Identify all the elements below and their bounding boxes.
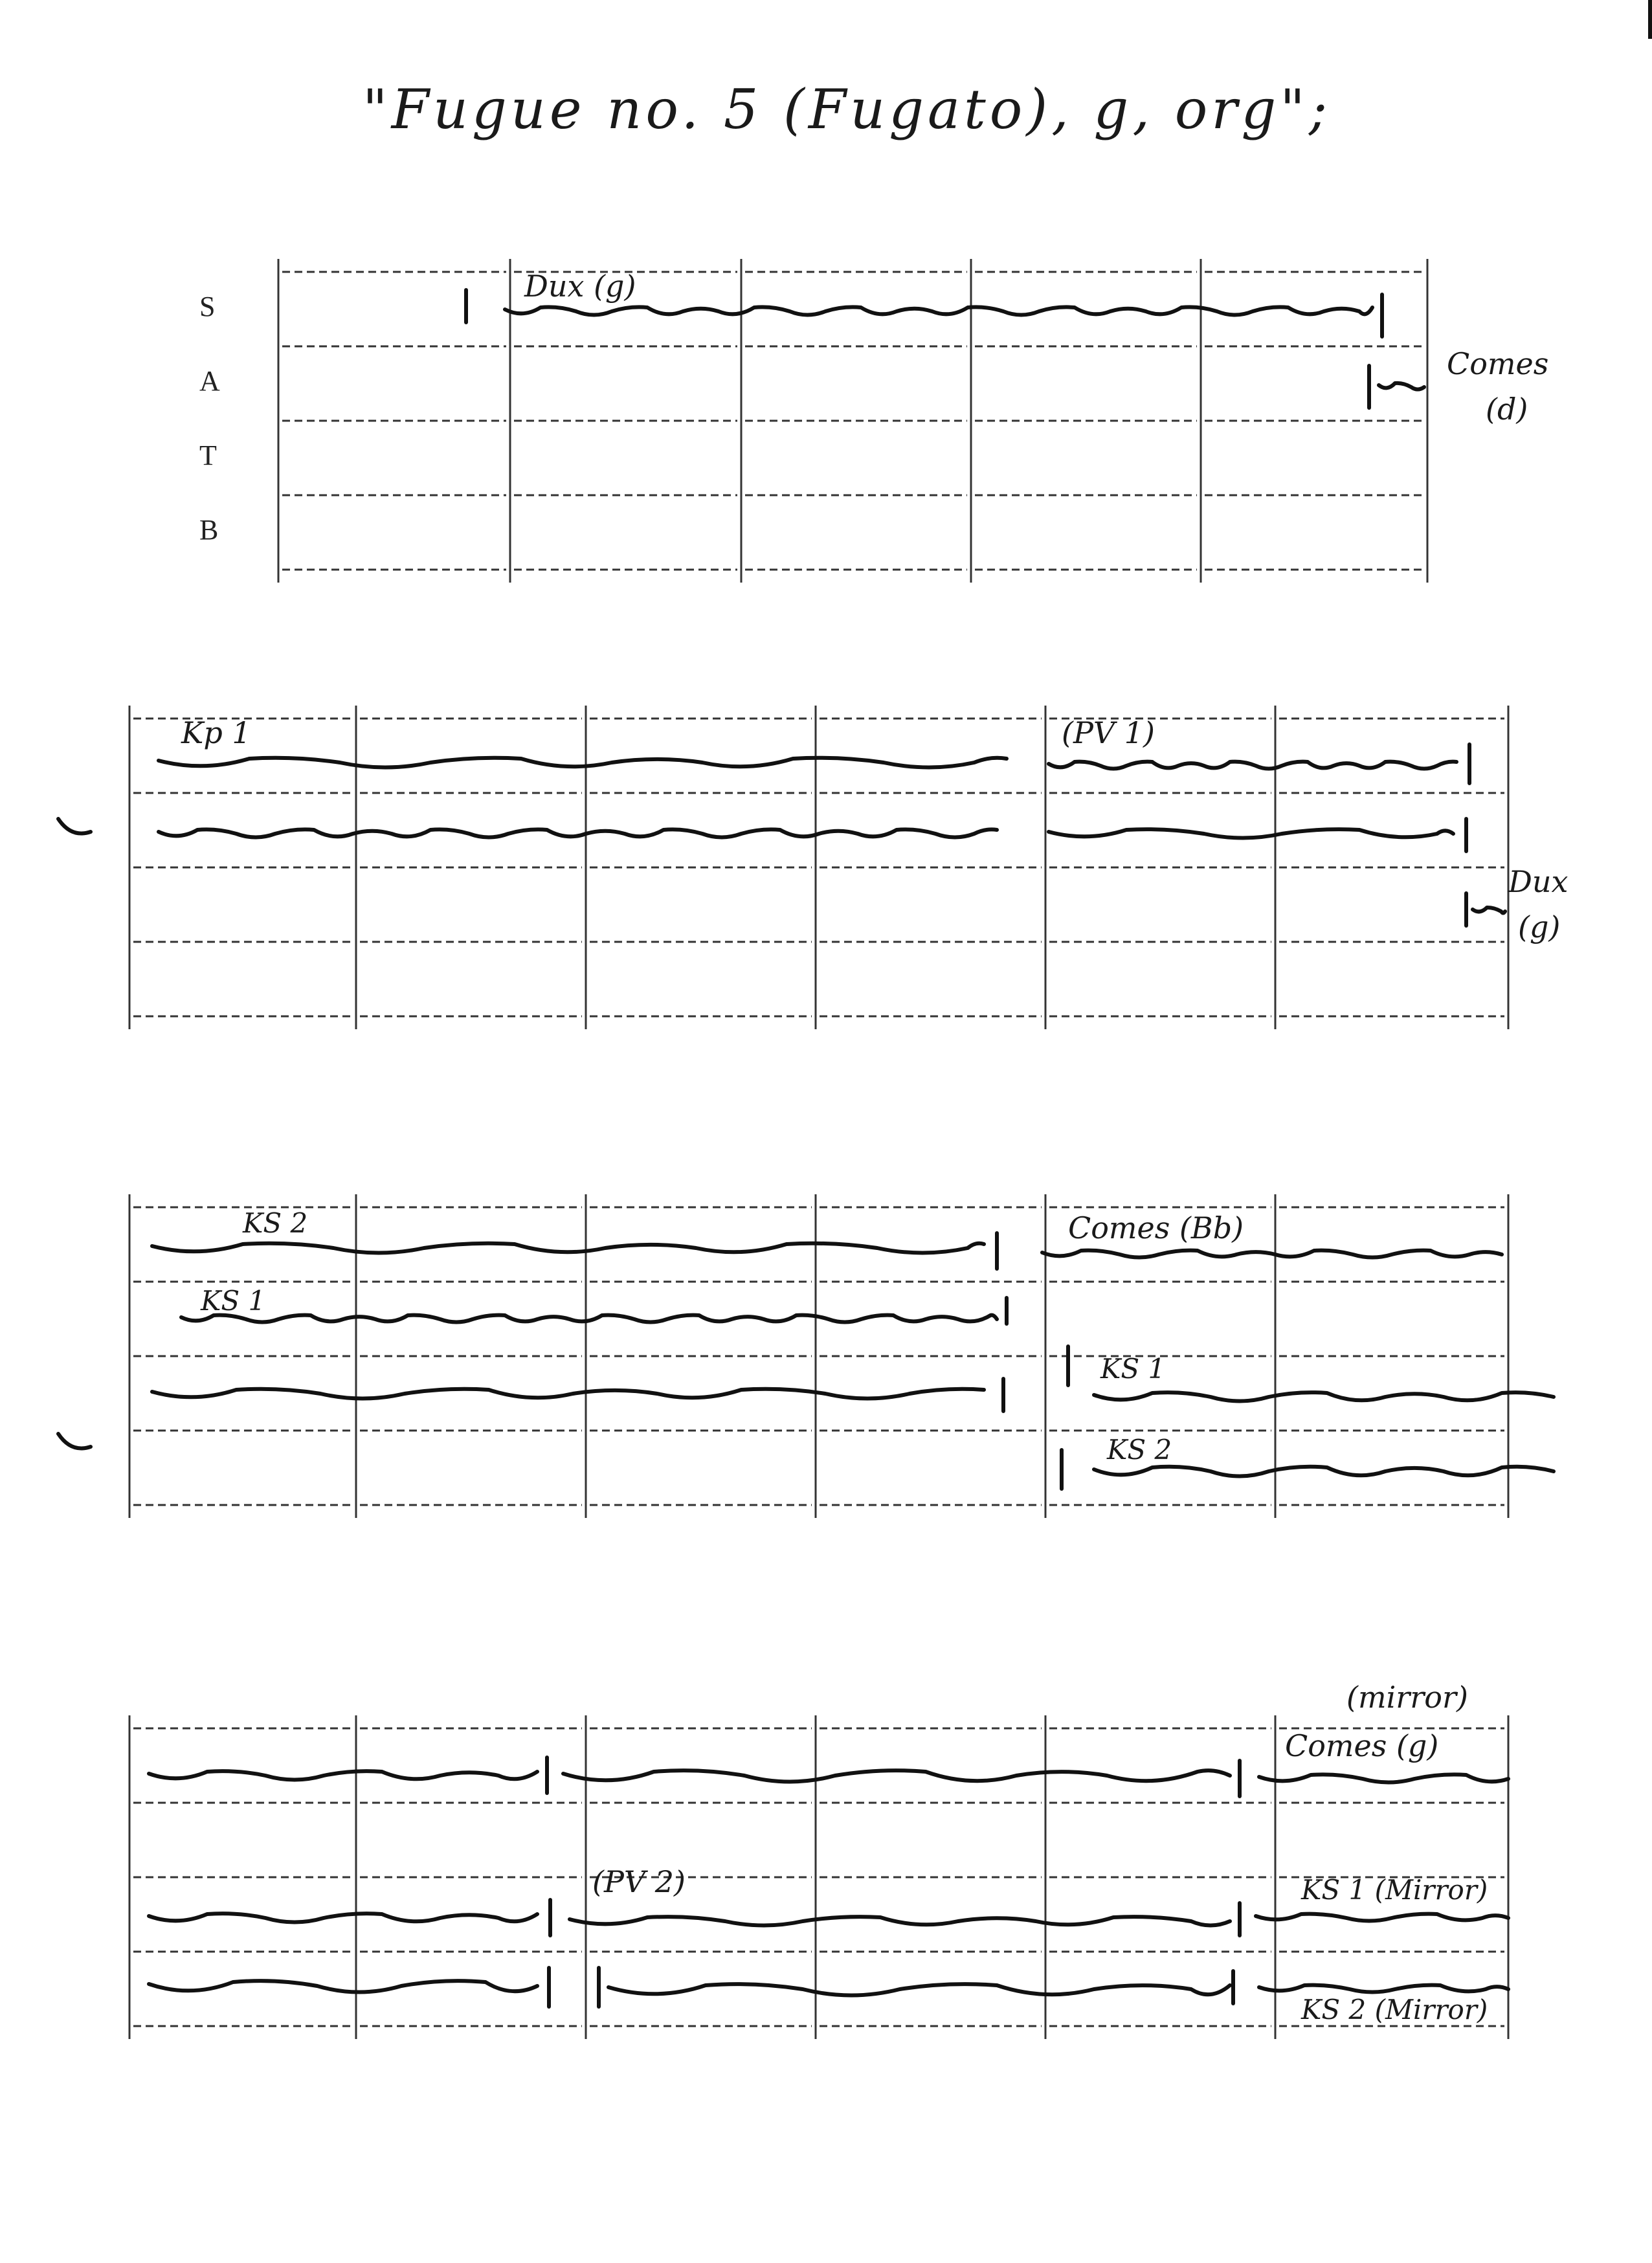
- kp1-line: [159, 758, 1007, 768]
- ks1-top-label: KS 1: [201, 1285, 266, 1317]
- ks1-top-line: [181, 1315, 997, 1322]
- ks1-label: KS 1: [1100, 1353, 1166, 1385]
- mirror-label: (mirror): [1346, 1680, 1468, 1715]
- tenor-line-b: [570, 1917, 1230, 1925]
- comes-line: [1379, 383, 1424, 390]
- comes-bb-line: [1042, 1251, 1502, 1258]
- ks2-mirror-label: KS 2 (Mirror): [1301, 1994, 1488, 2025]
- page-title: "Fugue no. 5 (Fugato), g, org";: [363, 78, 1332, 141]
- alto-line-2: [1049, 829, 1453, 838]
- ks2-mirror-line: [1259, 1985, 1508, 1992]
- ks2-label: KS 2: [1107, 1434, 1172, 1466]
- margin-mark: [58, 819, 91, 834]
- pv1-label: (PV 1): [1062, 715, 1155, 750]
- voice-label-bass: B: [199, 514, 219, 546]
- dux-entry-line: [1473, 908, 1505, 913]
- ks1-mirror-line: [1256, 1914, 1508, 1921]
- dux-line: [505, 307, 1372, 315]
- soprano-line-b: [563, 1770, 1230, 1781]
- alto-line: [159, 829, 997, 837]
- kp-label: Kp 1: [181, 715, 251, 750]
- voice-label-alto: A: [199, 365, 220, 397]
- tenor-line: [152, 1389, 984, 1399]
- bass-line-b: [608, 1984, 1230, 1995]
- voice-label-tenor: T: [199, 440, 217, 471]
- voice-label-soprano: S: [199, 291, 216, 322]
- soprano-line-a: [149, 1771, 537, 1779]
- pv1-line: [1049, 762, 1457, 769]
- ks2-line: [1094, 1467, 1554, 1477]
- ks2-top-label: KS 2: [243, 1207, 308, 1239]
- comes-key-label: (d): [1486, 392, 1528, 427]
- comes-bb-label: Comes (Bb): [1068, 1210, 1244, 1245]
- comes-g-label: Comes (g): [1285, 1728, 1439, 1763]
- dux-label: Dux (g): [524, 269, 636, 304]
- dux-key-label: (g): [1518, 909, 1561, 944]
- comes-label: Comes: [1447, 346, 1549, 381]
- dux-label-2: Dux: [1508, 864, 1568, 899]
- ks1-mirror-label: KS 1 (Mirror): [1301, 1874, 1488, 1906]
- ks1-line: [1094, 1392, 1554, 1401]
- comes-mirror-line: [1259, 1774, 1508, 1782]
- tenor-line-a: [149, 1913, 537, 1922]
- ks2-top-line: [152, 1243, 984, 1253]
- pv2-label: (PV 2): [592, 1864, 686, 1899]
- bass-line-a: [149, 1981, 537, 1992]
- margin-mark: [58, 1434, 91, 1449]
